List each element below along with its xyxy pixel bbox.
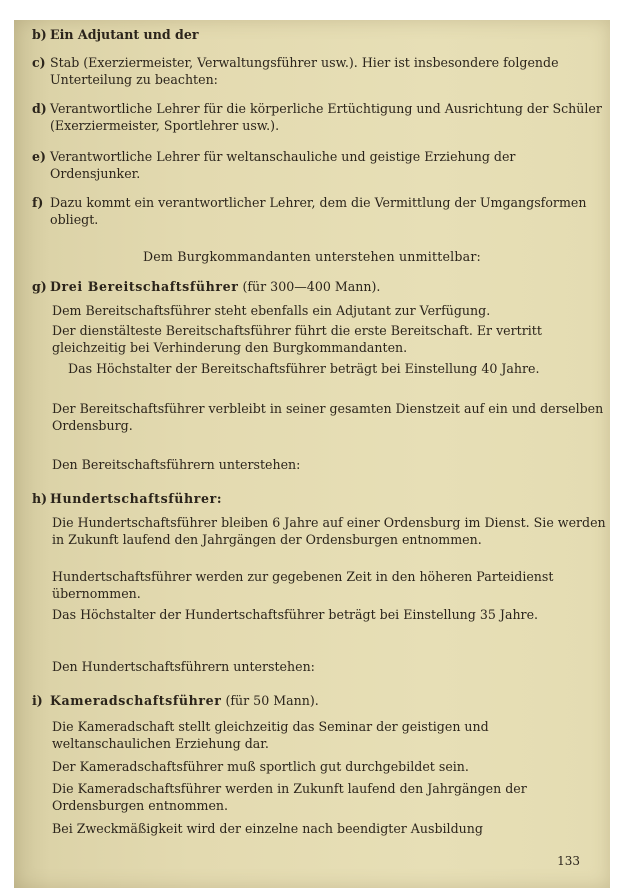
item-label: g) [32,279,47,294]
hundertschaft-p3: Das Höchstalter der Hundertschaftsführer beträgt bei Einstellung 35 Jahre. [52,607,539,622]
item-heading-rest: (für 50 Mann). [221,693,319,708]
kameradschaft-p1: Die Kameradschaft stellt gleichzeitig das Seminar der geistigen und weltanschaulichen Erziehung dar. [52,719,489,751]
item-text: Dazu kommt ein verantwortlicher Lehrer, dem die Vermittlung der Umgangsformen obliegt. [50,195,587,227]
bereitschaft-p1: Dem Bereitschaftsführer steht ebenfalls ein Adjutant zur Verfügung. [52,303,491,318]
item-text: Stab (Exerziermeister, Verwaltungsführer usw.). Hier ist insbesondere folgende Unterteilung zu beachten: [50,55,559,87]
item-label: e) [32,149,46,164]
item-heading-rest: (für 300—400 Mann). [238,279,381,294]
item-label: h) [32,491,48,506]
item-text: Ein Adjutant und der [50,27,199,42]
item-heading: Hundertschaftsführer: [50,491,223,506]
item-label: d) [32,101,47,116]
page-number: 133 [557,854,580,868]
bereitschaft-note: Den Bereitschaftsführern unterstehen: [52,457,301,472]
item-heading: Kameradschaftsführer [50,693,222,708]
book-page [14,20,610,888]
hundertschaft-p2: Hundertschaftsführer werden zur gegebenen Zeit in den höheren Parteidienst übernommen. [52,569,554,601]
hundertschaft-note: Den Hundertschaftsführern unterstehen: [52,659,315,674]
item-label: f) [32,195,44,210]
hundertschaft-p1: Die Hundertschaftsführer bleiben 6 Jahre auf einer Ordensburg im Dienst. Sie werden in Zukunft laufend den Jahrgängen der Ordensburgen entnommen. [52,515,606,547]
item-heading: Drei Bereitschaftsführer [50,279,239,294]
item-text: Verantwortliche Lehrer für weltanschauliche und geistige Erziehung der Ordensjunker. [50,149,516,181]
kameradschaft-p2: Der Kameradschaftsführer muß sportlich gut durchgebildet sein. [52,759,469,774]
item-label: i) [32,693,43,708]
kameradschaft-p4: Bei Zweckmäßigkeit wird der einzelne nach beendigter Ausbildung [52,821,483,836]
bereitschaft-p4: Der Bereitschaftsführer verbleibt in seiner gesamten Dienstzeit auf ein und derselben Ordensburg. [52,401,604,433]
bereitschaft-p3: Das Höchstalter der Bereitschaftsführer beträgt bei Einstellung 40 Jahre. [68,361,540,376]
item-text: Verantwortliche Lehrer für die körperliche Ertüchtigung und Ausrichtung der Schüler (Exerziermeister, Sportlehrer usw.). [50,101,602,133]
item-label: c) [32,55,46,70]
bereitschaft-p2: Der dienstälteste Bereitschaftsführer führt die erste Bereitschaft. Er vertritt gleichzeitig bei Verhinderung den Burgkommandanten. [52,323,542,355]
item-label: b) [32,27,47,42]
kameradschaft-p3: Die Kameradschaftsführer werden in Zukunft laufend den Jahrgängen der Ordensburgen entnommen. [52,781,527,813]
burgkommandant-note: Dem Burgkommandanten unterstehen unmittelbar: [142,249,481,264]
